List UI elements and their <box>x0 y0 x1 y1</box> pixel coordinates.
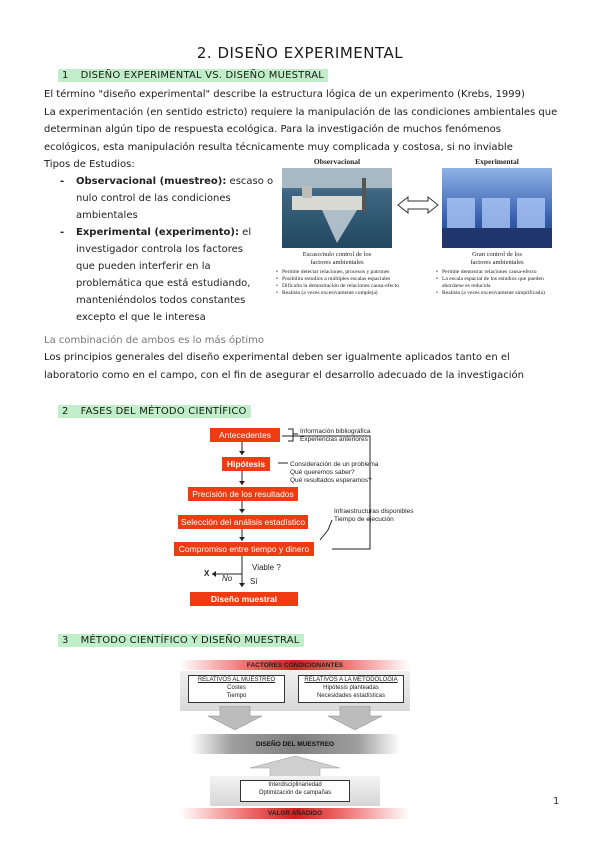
flow-box-diseno-muestral: Diseño muestral <box>190 592 298 606</box>
intro-line: La experimentación (en sentido estricto) requiere la manipulación de las condiciones ambientales que <box>44 106 558 118</box>
experimental-features: • Permite demostrar relaciones causa-efecto • La escala espacial de los estudios que pueden abordarse es reducida • Realista (a veces excesivamente simplificada) <box>436 269 566 297</box>
si-label: Sí <box>250 577 258 586</box>
observational-caption: Escaso/nulo control de los factores ambientales <box>302 251 372 266</box>
experimental-caption: Gran control de los factores ambientales <box>470 251 524 266</box>
valor-items-box: Interdisciplinariedad Optimización de campañas <box>240 780 350 802</box>
study-types-list <box>72 173 292 326</box>
note-hipotesis: Consideración de un problema Qué queremos saber? Qué resultados esperamos? <box>290 461 379 484</box>
combination-note: La combinación de ambos es lo más óptimo <box>44 335 265 346</box>
intro-line: ecológicos, esta manipulación resulta técnicamente muy complicada y costosa, si no inviable <box>44 141 513 153</box>
relativos-muestreo-box: RELATIVOS AL MUESTREO Costes Tiempo <box>188 675 285 703</box>
experimental-photo <box>442 168 552 248</box>
double-arrow-icon <box>396 195 440 215</box>
section-1-heading: 1 DISEÑO EXPERIMENTAL VS. DISEÑO MUESTRAL <box>58 69 328 82</box>
page-number: 1 <box>553 796 560 807</box>
intro-line: determinan algún tipo de respuesta ecológica. Para la investigación de muchos fenómenos <box>44 124 501 135</box>
relativos-metodologia-box: RELATIVOS A LA METODOLOGÍA Hipótesis planteadas Necesidades estadísticas <box>298 675 404 703</box>
flow-box-compromiso: Compromiso entre tiempo y dinero <box>174 542 314 556</box>
list-item: - Experimental (experimento): el investigador controla los factores que pueden interferir en la problemática que está estudiando, manteniéndolos todos constantes excepto el que le interesa <box>54 224 292 326</box>
flow-box-precision: Precisión de los resultados <box>188 487 298 501</box>
principles-paragraph: Los principios generales del diseño experimental deben ser igualmente aplicados tanto en el laboratorio como en el campo, con el fin de asegurar el desarrollo adecuado de la investigación <box>44 352 524 381</box>
flow-box-hipotesis: Hipótesis <box>222 457 270 471</box>
section-2-heading: 2 FASES DEL MÉTODO CIENTÍFICO <box>58 405 251 418</box>
intro-line: El término "diseño experimental" describe la estructura lógica de un experimento (Krebs, 1999) <box>44 89 525 100</box>
flow-box-seleccion: Selección del análisis estadístico <box>178 515 308 529</box>
no-label: No <box>222 574 233 583</box>
section-1-intro <box>44 86 564 156</box>
study-comparison-figure <box>270 155 570 320</box>
viable-label: Viable ? <box>252 563 281 572</box>
lab-tanks-image <box>442 168 552 248</box>
down-arrows <box>180 706 410 732</box>
valor-label: VALOR AÑADIDO <box>267 810 323 817</box>
page-title: 2. DISEÑO EXPERIMENTAL <box>196 44 404 62</box>
x-label: X <box>204 569 210 578</box>
method-flowchart <box>170 422 450 617</box>
experimental-title: Experimental <box>475 157 519 166</box>
list-item: - Observacional (muestreo): escaso o nulo control de las condiciones ambientales <box>54 173 292 224</box>
observational-features: • Permite detectar relaciones, procesos y patrones • Posibilita estudios a múltiples escalas espaciales • Dificulta la demostración de relaciones causa-efecto • Realista (a veces excesivamente compleja) <box>276 269 411 297</box>
boat-net-image <box>282 168 392 248</box>
flow-box-antecedentes: Antecedentes <box>210 428 280 442</box>
note-antecedentes: Información bibliográfica Experiencias anteriores <box>300 428 371 443</box>
tipos-label: Tipos de Estudios: <box>44 159 135 170</box>
factores-label: FACTORES CONDICIONANTES <box>246 662 344 669</box>
diseno-muestreo-label: DISEÑO DEL MUESTREO <box>255 741 335 748</box>
section-3-heading: 3 MÉTODO CIENTÍFICO Y DISEÑO MUESTRAL <box>58 634 304 647</box>
note-compromiso: Infraestructuras disponibles Tiempo de ejecución <box>334 508 414 523</box>
observacional-title: Observacional <box>313 157 361 166</box>
method-sampling-diagram <box>180 660 410 830</box>
observational-photo <box>282 168 392 248</box>
